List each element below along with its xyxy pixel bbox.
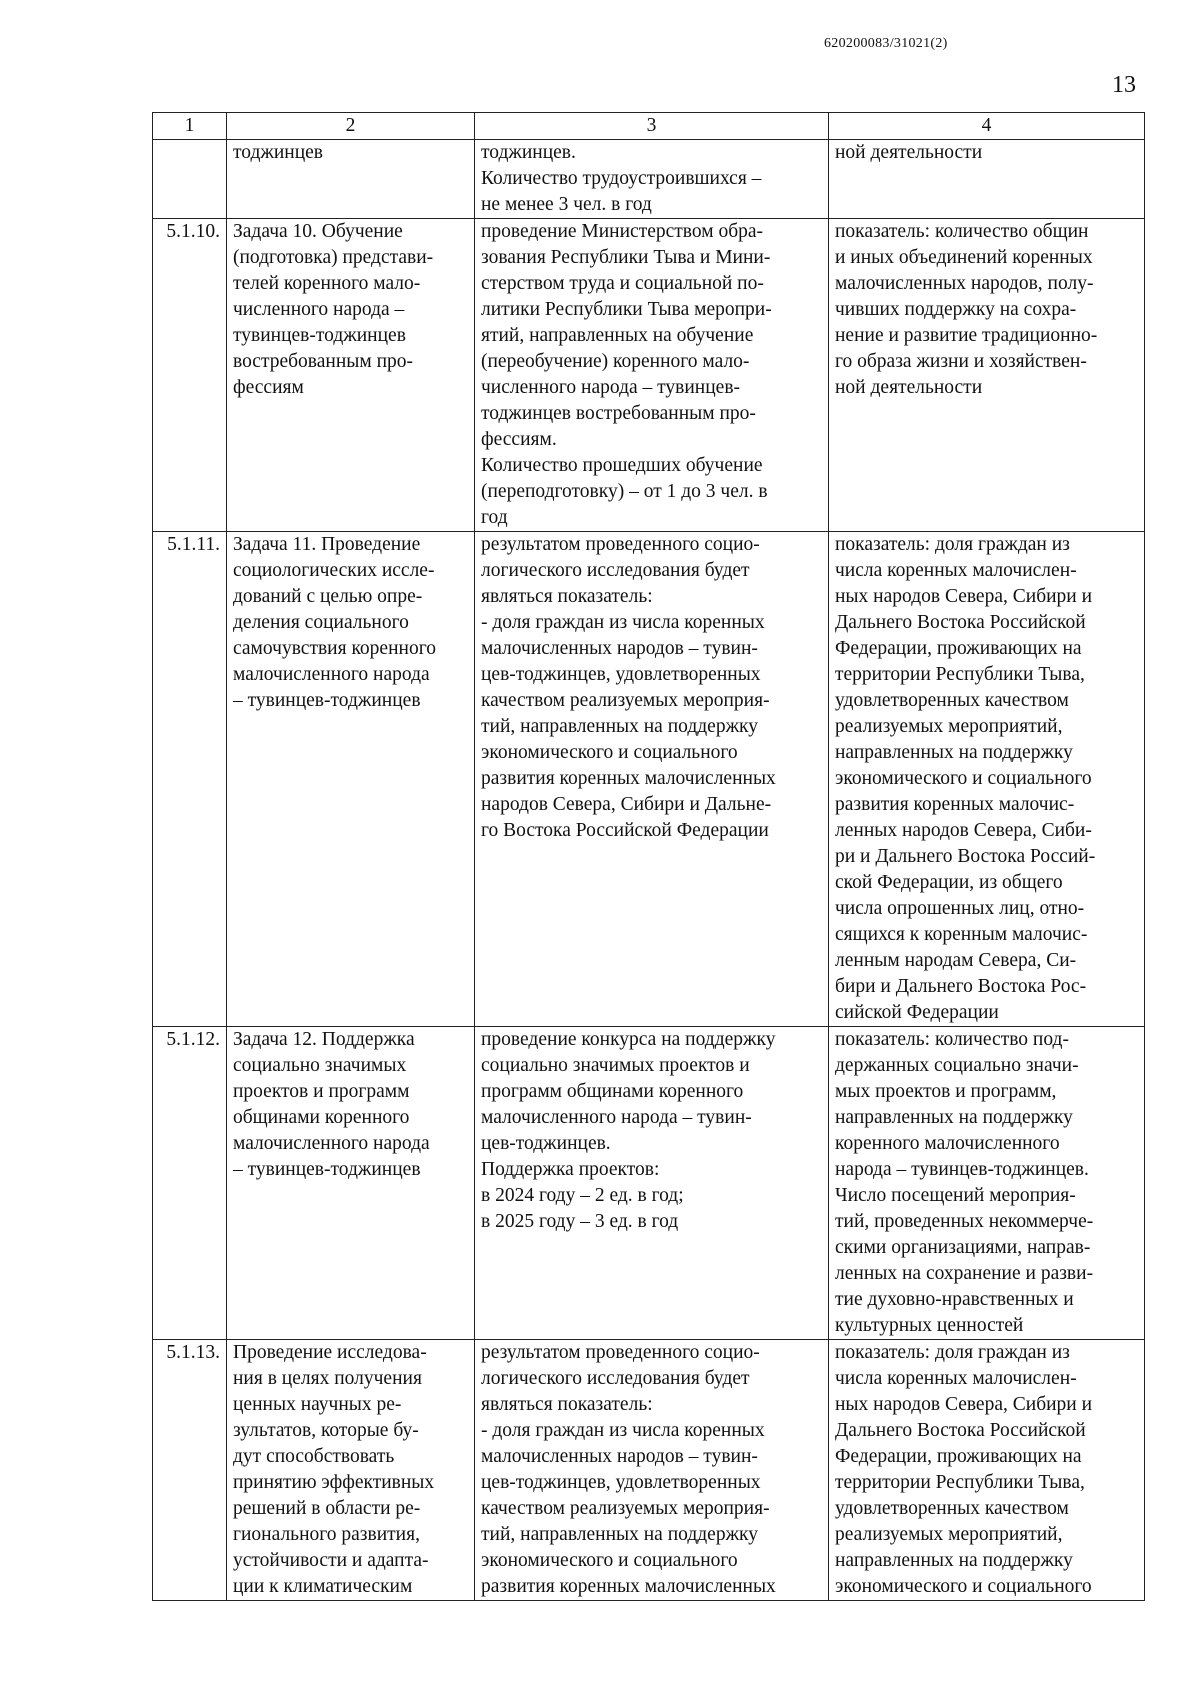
task-cell: Задача 10. Обучение (подготовка) представи- телей коренного мало- численного народа – тувинцев-тоджинцев востребованным про- фессиям (227, 219, 475, 532)
row-number (153, 140, 227, 219)
activity-cell: проведение Министерством обра- зования Республики Тыва и Мини- стерством труда и социальной по- литики Республики Тыва меропри- ятий, направленных на обучение (переобучение) коренного мало- численного народа – тувинцев- тоджинцев востребованным про- фессиям. Количество прошедших обучение (переподготовку) – от 1 до 3 чел. в год (475, 219, 829, 532)
activity-cell: проведение конкурса на поддержку социально значимых проектов и программ общинами коренного малочисленного народа – тувин- цев-тоджинцев. Поддержка проектов: в 2024 году – 2 ед. в год; в 2025 году – 3 ед. в год (475, 1027, 829, 1340)
column-header-4: 4 (829, 113, 1145, 140)
table-row (153, 140, 1145, 219)
activity-cell: результатом проведенного социо- логического исследования будет являться показатель: - доля граждан из числа коренных малочисленных народов – тувин- цев-тоджинцев, удовлетворенных качеством реализуемых мероприя- тий, направленных на поддержку экономического и социального развития коренных малочисленных народов Севера, Сибири и Дальне- го Востока Российской Федерации (475, 532, 829, 1027)
indicator-cell: ной деятельности (829, 140, 1145, 219)
activity-cell: тоджинцев. Количество трудоустроившихся – не менее 3 чел. в год (475, 140, 829, 219)
table-row (153, 1027, 1145, 1340)
page-number: 13 (1112, 72, 1136, 98)
row-number: 5.1.12. (153, 1027, 227, 1340)
task-cell: Задача 12. Поддержка социально значимых проектов и программ общинами коренного малочисленного народа – тувинцев-тоджинцев (227, 1027, 475, 1340)
activity-cell: результатом проведенного социо- логического исследования будет являться показатель: - доля граждан из числа коренных малочисленных народов – тувин- цев-тоджинцев, удовлетворенных качеством реализуемых мероприя- тий, направленных на поддержку экономического и социального развития коренных малочисленных (475, 1340, 829, 1601)
table-row (153, 219, 1145, 532)
column-header-2: 2 (227, 113, 475, 140)
row-number: 5.1.11. (153, 532, 227, 1027)
indicator-cell: показатель: доля граждан из числа коренных малочислен- ных народов Севера, Сибири и Дальнего Востока Российской Федерации, проживающих на территории Республики Тыва, удовлетворенных качеством реализуемых мероприятий, направленных на поддержку экономического и социального (829, 1340, 1145, 1601)
task-cell: Задача 11. Проведение социологических иссле- дований с целью опре- деления социального самочувствия коренного малочисленного народа – тувинцев-тоджинцев (227, 532, 475, 1027)
table-row (153, 1340, 1145, 1601)
column-header-3: 3 (475, 113, 829, 140)
document-id: 620200083/31021(2) (824, 36, 948, 51)
indicator-cell: показатель: количество общин и иных объединений коренных малочисленных народов, полу- чивших поддержку на сохра- нение и развитие традиционно- го образа жизни и хозяйствен- ной деятельности (829, 219, 1145, 532)
task-cell: тоджинцев (227, 140, 475, 219)
row-number: 5.1.13. (153, 1340, 227, 1601)
row-number: 5.1.10. (153, 219, 227, 532)
indicator-cell: показатель: количество под- держанных социально значи- мых проектов и программ, направленных на поддержку коренного малочисленного народа – тувинцев-тоджинцев. Число посещений мероприя- тий, проведенных некоммерче- скими организациями, направ- ленных на сохранение и разви- тие духовно-нравственных и культурных ценностей (829, 1027, 1145, 1340)
task-cell: Проведение исследова- ния в целях получения ценных научных ре- зультатов, которые бу- дут способствовать принятию эффективных решений в области ре- гионального развития, устойчивости и адапта- ции к климатическим (227, 1340, 475, 1601)
table-row (153, 532, 1145, 1027)
column-header-1: 1 (153, 113, 227, 140)
indicator-cell: показатель: доля граждан из числа коренных малочислен- ных народов Севера, Сибири и Дальнего Востока Российской Федерации, проживающих на территории Республики Тыва, удовлетворенных качеством реализуемых мероприятий, направленных на поддержку экономического и социального развития коренных малочис- ленных народов Севера, Сиби- ри и Дальнего Востока Россий- ской Федерации, из общего числа опрошенных лиц, отно- сящихся к коренным малочис- ленным народам Севера, Си- бири и Дальнего Востока Рос- сийской Федерации (829, 532, 1145, 1027)
table-header-row (153, 113, 1145, 140)
program-table (152, 112, 1145, 1601)
